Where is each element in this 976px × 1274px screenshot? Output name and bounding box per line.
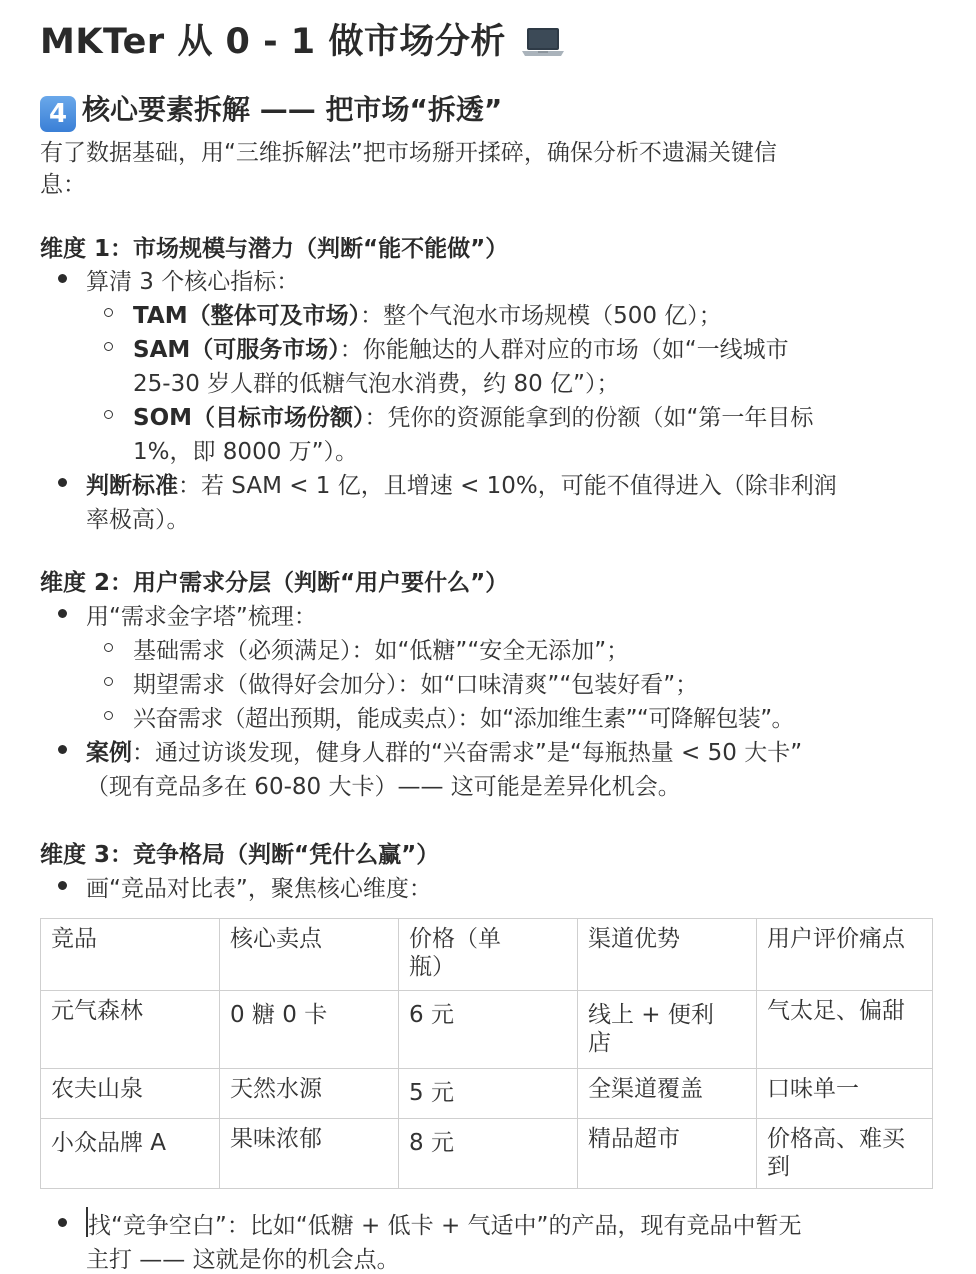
table-cell: 气太足、偏甜	[757, 991, 933, 1069]
criteria-text-line-2: 率极高）。	[86, 507, 190, 533]
table-cell-text: 0 糖 0 卡	[230, 1002, 328, 1028]
section-heading	[40, 88, 502, 132]
table-cell: 精品超市	[578, 1119, 757, 1189]
sub-bullet-circle	[104, 308, 113, 317]
bullet-dot	[58, 478, 67, 487]
laptop-icon	[521, 26, 565, 66]
table-header-cell: 渠道优势	[578, 919, 757, 991]
sub-bullet-circle	[104, 342, 113, 351]
sam-text: ：你能触达的人群对应的市场（如“一线城市	[339, 337, 789, 363]
case-text-line-2: （现有竞品多在 60-80 大卡）—— 这可能是差异化机会。	[86, 774, 681, 800]
table-header-cell	[399, 919, 578, 991]
dimension-3-heading: 维度 3：竞争格局（判断“凭什么赢”）	[40, 842, 440, 868]
criteria-text: ：若 SAM < 1 亿，且增速 < 10%，可能不值得进入（除非利润	[178, 473, 837, 499]
table-cell: 元气森林	[41, 991, 220, 1069]
dimension-1-heading: 维度 1：市场规模与潜力（判断“能不能做”）	[40, 236, 509, 262]
case-label: 案例	[86, 740, 132, 766]
bullet-dot	[58, 1218, 67, 1227]
page-title	[40, 14, 565, 66]
table-cell	[399, 991, 578, 1069]
table-header-row	[41, 919, 933, 991]
som-text-line-2: 1%，即 8000 万”）。	[133, 439, 359, 465]
final-opportunity-line-1: 找“竞争空白”：比如“低糖 + 低卡 + 气适中”的产品，现有竞品中暂无	[88, 1213, 802, 1239]
table-header-cell: 用户评价痛点	[757, 919, 933, 991]
keycap-number-badge: 4	[40, 96, 76, 132]
table-cell-text: 6 元	[409, 1002, 454, 1028]
table-row	[41, 1119, 933, 1189]
table-header-cell: 竞品	[41, 919, 220, 991]
bullet-dot	[58, 881, 67, 890]
tam-text: ：整个气泡水市场规模（500 亿）；	[360, 303, 722, 329]
table-cell	[41, 1119, 220, 1189]
table-row	[41, 1069, 933, 1119]
bullet-dot	[58, 609, 67, 618]
table-cell-text: 小众品牌 A	[51, 1130, 167, 1156]
tam-label: TAM（整体可及市场）	[133, 303, 361, 329]
table-cell-text: 线上 + 便利店	[588, 1002, 714, 1056]
table-header-text: 价格（单瓶）	[409, 926, 501, 980]
table-cell-text: 8 元	[409, 1130, 454, 1156]
exciting-need-item: 兴奋需求（超出预期，能成卖点）：如“添加维生素”“可降解包装”。	[133, 706, 794, 732]
intro-line-2: 息：	[40, 172, 86, 198]
table-cell	[578, 991, 757, 1069]
dimension-2-heading: 维度 2：用户需求分层（判断“用户要什么”）	[40, 570, 509, 596]
table-cell	[399, 1119, 578, 1189]
som-item	[133, 399, 813, 432]
final-opportunity-line-2: 主打 —— 这就是你的机会点。	[86, 1247, 400, 1273]
bullet-dot	[58, 745, 67, 754]
table-header-cell: 核心卖点	[220, 919, 399, 991]
table-cell: 全渠道覆盖	[578, 1069, 757, 1119]
sub-bullet-circle	[104, 643, 113, 652]
sam-label: SAM（可服务市场）	[133, 337, 340, 363]
table-cell: 口味单一	[757, 1069, 933, 1119]
table-row	[41, 991, 933, 1069]
table-cell	[757, 1119, 933, 1189]
table-cell: 天然水源	[220, 1069, 399, 1119]
som-text: ：凭你的资源能拿到的份额（如“第一年目标	[364, 405, 814, 431]
table-cell: 农夫山泉	[41, 1069, 220, 1119]
bullet-dot	[58, 274, 67, 283]
criteria-item	[86, 467, 837, 500]
case-text: ：通过访谈发现，健身人群的“兴奋需求”是“每瓶热量 < 50 大卡”	[132, 740, 803, 766]
expected-need-item: 期望需求（做得好会加分）：如“口味清爽”“包装好看”；	[133, 672, 699, 698]
dim2-bullet-pyramid: 用“需求金字塔”梳理：	[86, 604, 317, 630]
intro-line-1: 有了数据基础，用“三维拆解法”把市场掰开揉碎，确保分析不遗漏关键信	[40, 140, 777, 166]
table-cell: 果味浓郁	[220, 1119, 399, 1189]
table-cell	[399, 1069, 578, 1119]
competitor-comparison-table	[40, 918, 933, 1189]
basic-need-item: 基础需求（必须满足）：如“低糖”“安全无添加”；	[133, 638, 630, 664]
table-cell	[220, 991, 399, 1069]
sam-text-line-2: 25-30 岁人群的低糖气泡水消费，约 80 亿”）；	[133, 371, 620, 397]
tam-item	[133, 297, 722, 330]
dim1-bullet-metrics: 算清 3 个核心指标：	[86, 269, 300, 295]
section-heading-text: 核心要素拆解 —— 把市场“拆透”	[82, 93, 503, 126]
table-cell-text: 价格高、难买到	[767, 1126, 905, 1180]
som-label: SOM（目标市场份额）	[133, 405, 365, 431]
sub-bullet-circle	[104, 410, 113, 419]
sub-bullet-circle	[104, 677, 113, 686]
dim3-bullet-table: 画“竞品对比表”，聚焦核心维度：	[86, 876, 432, 902]
table-cell-text: 5 元	[409, 1080, 454, 1106]
criteria-label: 判断标准	[86, 473, 178, 499]
sam-item	[133, 331, 789, 364]
sub-bullet-circle	[104, 711, 113, 720]
case-item	[86, 734, 802, 767]
page-title-text: MKTer 从 0 - 1 做市场分析	[40, 22, 506, 62]
